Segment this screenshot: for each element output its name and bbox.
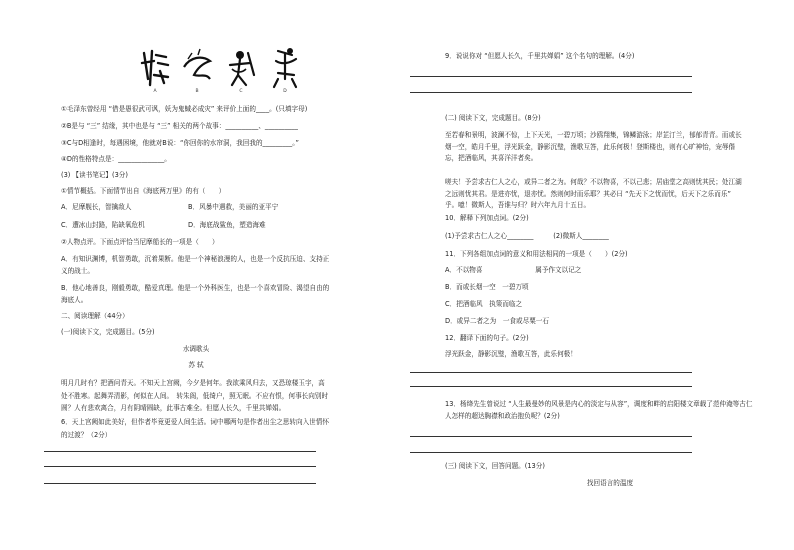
passage-paragraph-2: 嗟夫！予尝求古仁人之心，或异二者之为。何哉？不以物喜，不以己悲；居庙堂之高则忧其民；处江湖之远则忧其君。是进亦忧，退亦忧。然则何时而乐耶？其必曰 “先天下之忧而忧，后天下之乐而乐” 乎。噫！微斯人，吾谁与归？时六年九月十五日。	[445, 178, 742, 209]
question-12-text: 浮光跃金，静影沉璧，渔歌互答，此乐何极！	[445, 350, 577, 358]
figure-label-a: A	[153, 89, 157, 94]
passage-paragraph-1: 至若春和景明，波澜不惊，上下天光，一碧万顷；沙鸥翔集，锦鳞游泳；岸芷汀兰，郁郁青青。而或长烟一空，皓月千里，浮光跃金，静影沉璧，渔歌互答，此乐何极！登斯楼也，则有心旷神怡，宠辱偕忘，把酒临风，其喜洋洋者矣。	[445, 131, 742, 162]
answer-line-q6-3[interactable]	[44, 483, 316, 484]
essay-title: 找回语言的温度	[586, 479, 634, 487]
answer-line-q13-2[interactable]	[410, 452, 692, 453]
question-11-option-b: B．而或长烟一空 一碧万顷	[445, 283, 529, 291]
plot-option-c: C．遭冰山封路，陷缺氧危机	[61, 221, 145, 229]
answer-line-q9-1[interactable]	[410, 76, 692, 77]
subsection-2-heading: (二) 阅读下文，完成题目。(8分)	[445, 114, 541, 122]
question-10-items: (1)予尝求古仁人之心________ (2)微斯人________	[445, 232, 609, 240]
calligraphy-figures	[138, 45, 308, 97]
subsection-1-heading: (一)阅读下文，完成题目。(5分)	[61, 328, 155, 336]
figure-label-b: B	[195, 89, 199, 94]
question-6: 6．天上宫阙如此美好，但作者毕竟更爱人间生活。词中哪两句是作者出尘之思转向入世情怀的过渡？（2分）	[61, 418, 329, 439]
answer-line-q6-1[interactable]	[44, 451, 316, 452]
figure-a-calligraphy	[138, 45, 172, 89]
poem-body: 明月几时有？把酒问青天。不知天上宫阙，今夕是何年。我欲乘风归去，又恐琼楼玉宇，高处不胜寒。起舞弄清影，何似在人间。 转朱阁，低绮户，照无眠。不应有恨，何事长向别时圆？人有悲欢离合，月有阴晴圆缺，此事古难全。但愿人长久，千里共婵娟。	[61, 379, 329, 412]
question-9: 9．说说你对 “但愿人长久，千里共婵娟” 这个名句的理解。(4分)	[445, 52, 635, 60]
figure-b-ink-drawing	[180, 45, 214, 89]
question-13: 13．杨绛先生曾说过 “人生最曼妙的风景是内心的淡定与从容”，调度和畔的启阳楼文章载了范仲淹等古仁人怎样的超达胸襟和政治抱负呢？(2分)	[445, 400, 753, 420]
answer-line-q13-1[interactable]	[410, 436, 692, 437]
plot-option-b: B．风暴中遇救，美丽的亚平宁	[188, 203, 279, 211]
question-12: 12．翻译下面的句子。(2分)	[445, 334, 529, 342]
question-10: 10．解释下列加点词。(2分)	[445, 214, 529, 222]
plot-option-a: A．尼摩舰长，智擒敌人	[61, 203, 132, 211]
answer-line-q9-2[interactable]	[410, 92, 692, 93]
subsection-3-heading: (三) 阅读下文，回答问题。(13分)	[445, 462, 545, 470]
question-3: ③C与D相逢时，每遇困境，他就对B说：“你回你的水帘洞，我回我的_________。”	[61, 139, 299, 147]
question-1: ①毛泽东曾经用 “借是愚很武可讽，妖为鬼蜮必成灾” 来评价上面的____。(只填字母)	[61, 105, 308, 113]
character-question: ②人物点评。下面点评恰当尼摩船长的一项是（ ）	[61, 238, 219, 246]
question-11-option-a: A．不以物喜 属予作文以记之	[445, 266, 582, 274]
section-2-heading: 二、阅读理解（44分）	[61, 312, 129, 320]
question-11: 11．下列各组加点词的意义和用法相同的一项是（ ）(2分)	[445, 250, 628, 258]
answer-line-q12-2[interactable]	[410, 386, 692, 387]
question-4: ④D的性格特点是：______________。	[61, 155, 171, 163]
figure-d-ink-drawing	[268, 45, 302, 89]
plot-option-d: D．海底战鲨鱼，塑造海难	[188, 221, 266, 229]
poem-author: 苏 轼	[188, 361, 204, 369]
question-11-option-c: C．把酒临风 执策而临之	[445, 300, 523, 308]
answer-line-q12-1[interactable]	[410, 372, 692, 373]
question-2: ②B是与 “三” 结缘，其中也是与 “三” 相关的两个故事：__________、__________	[61, 122, 298, 130]
character-option-b: B．他心地善良，刚毅勇敢，酷爱真理。他是一个外科医生，也是一个喜欢冒险、渴望自由的海底人。	[61, 284, 330, 304]
figure-c-ink-drawing	[224, 45, 258, 89]
reading-note-title: (3) 【读书笔记】(3分)	[61, 171, 128, 179]
character-option-a: A．有知识渊博，机智勇敢，沉着果断。他是一个神秘浪漫的人，也是一个反抗压迫、支持正义的战士。	[61, 255, 330, 275]
question-11-option-d: D．或异二者之为 一食或尽粟一石	[445, 317, 549, 325]
figure-label-d: D	[283, 89, 287, 94]
answer-line-q6-2[interactable]	[44, 466, 316, 467]
poem-title: 水调歌头	[182, 345, 210, 353]
figure-label-c: C	[239, 89, 243, 94]
plot-question: ①情节概括。下面情节出自《海底两万里》的有（ ）	[61, 187, 226, 195]
